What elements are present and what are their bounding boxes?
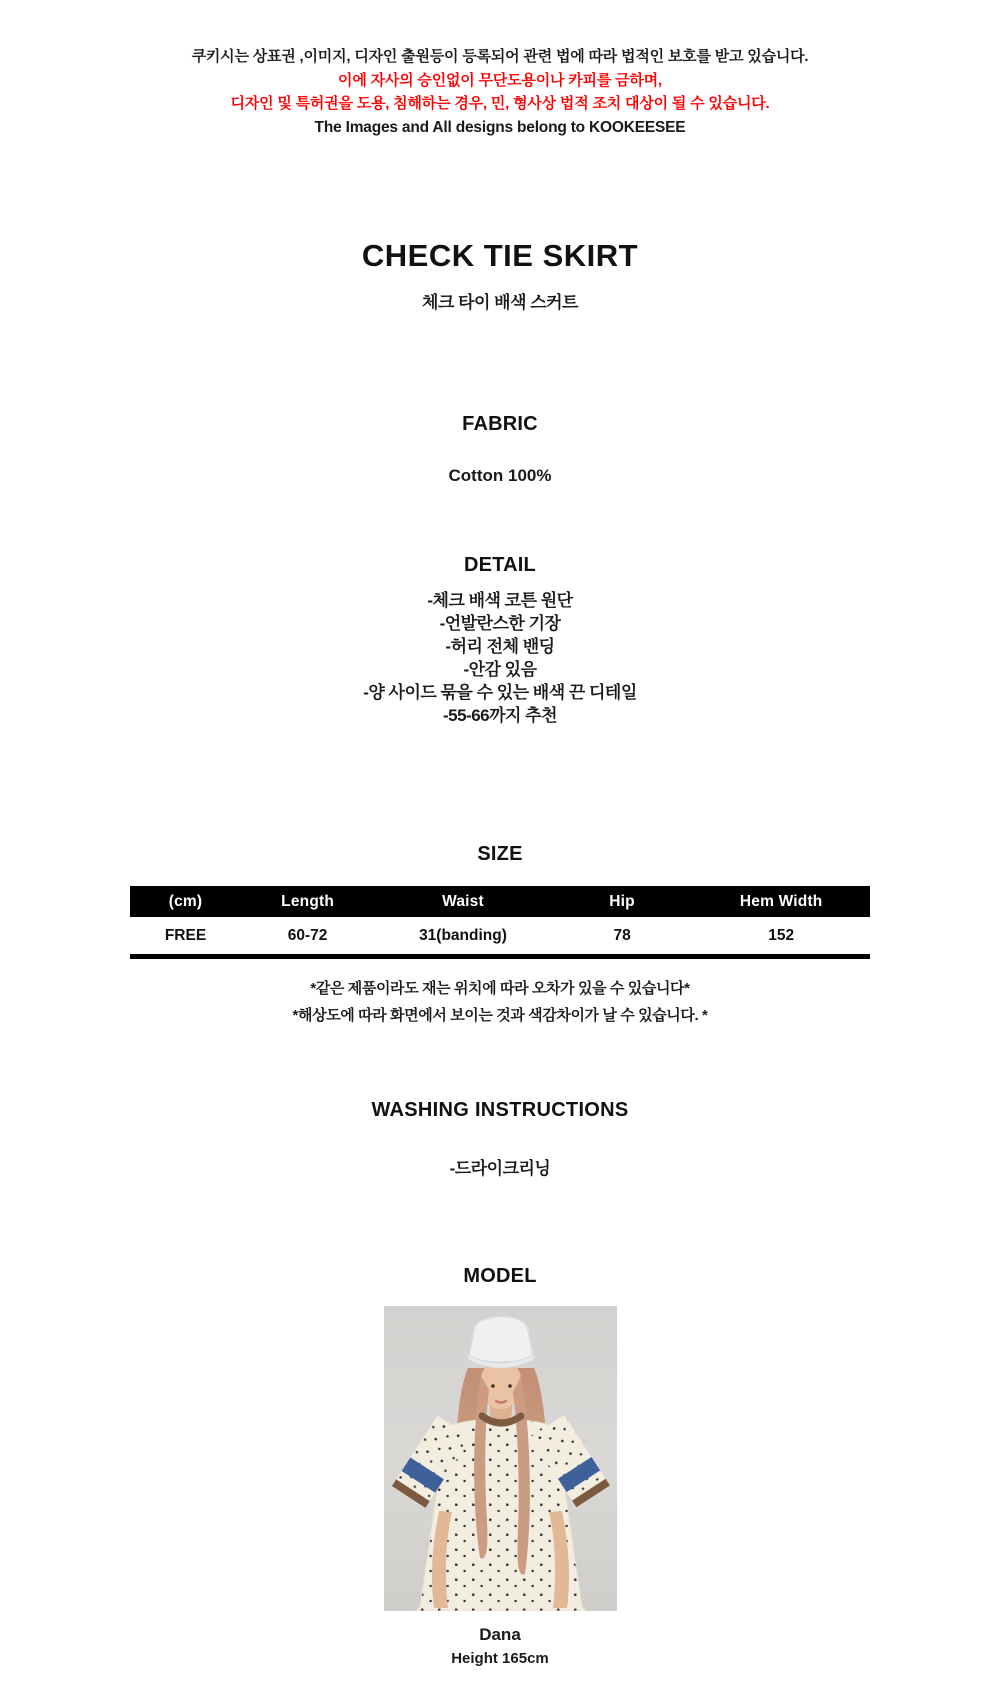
table-cell: 60-72 (287, 926, 328, 944)
model-photo-container (0, 1306, 1000, 1611)
table-cell: 78 (613, 926, 631, 944)
size-note: *해상도에 따라 화면에서 보이는 것과 색감차이가 날 수 있습니다. * (292, 1007, 708, 1024)
model-height: Height 165cm (451, 1650, 549, 1667)
size-table-body (130, 917, 870, 957)
section-heading-fabric: FABRIC (462, 413, 538, 435)
page-title: CHECK TIE SKIRT (361, 238, 639, 273)
table-header-cell: (cm) (130, 886, 241, 917)
table-cell: FREE (164, 926, 207, 944)
notice-line-4: The Images and All designs belong to KOOKEESEE (314, 118, 686, 136)
washing-item: -드라이크리닝 (449, 1159, 551, 1178)
detail-item: -안감 있음 (463, 660, 537, 679)
size-table-header-row (130, 886, 870, 917)
detail-item: -언발란스한 기장 (439, 614, 561, 633)
detail-item: -체크 배색 코튼 원단 (427, 591, 573, 610)
table-header-cell: Hem Width (692, 886, 870, 917)
size-notes (0, 975, 1000, 1029)
model-eye-left (491, 1384, 495, 1388)
page-subtitle: 체크 타이 배색 스커트 (422, 293, 578, 312)
model-bucket-hat (468, 1317, 532, 1363)
section-heading-washing: WASHING INSTRUCTIONS (371, 1099, 629, 1121)
model-photo (384, 1306, 617, 1611)
section-heading-detail: DETAIL (464, 554, 536, 576)
table-header-cell: Hip (552, 886, 693, 917)
size-table (130, 886, 870, 959)
detail-item: -양 사이드 묶을 수 있는 배색 끈 디테일 (363, 683, 637, 702)
section-heading-model: MODEL (463, 1265, 537, 1287)
table-cell: 152 (768, 926, 795, 944)
table-cell: 31(banding) (419, 926, 507, 944)
fabric-value: Cotton 100% (448, 466, 552, 485)
table-header-cell: Length (241, 886, 374, 917)
size-table-head (130, 886, 870, 917)
detail-item: -55-66까지 추천 (442, 706, 558, 725)
detail-list (0, 589, 1000, 727)
section-heading-size: SIZE (477, 843, 523, 865)
model-eye-right (508, 1384, 512, 1388)
notice-line-2: 이에 자사의 승인없이 무단도용이나 카피를 금하며, (338, 71, 662, 89)
detail-item: -허리 전체 밴딩 (445, 637, 555, 656)
table-header-cell: Waist (374, 886, 552, 917)
model-name: Dana (479, 1625, 521, 1644)
table-row (130, 917, 870, 957)
size-note: *같은 제품이라도 재는 위치에 따라 오차가 있을 수 있습니다* (310, 980, 690, 997)
legal-notice (0, 0, 1000, 139)
notice-line-1: 쿠키시는 상표권 ,이미지, 디자인 출원등이 등록되어 관련 법에 따라 법적인 보호를 받고 있습니다. (191, 48, 809, 65)
notice-line-3: 디자인 및 특허권을 도용, 침해하는 경우, 민, 형사상 법적 조치 대상이 될 수 있습니다. (230, 95, 770, 112)
